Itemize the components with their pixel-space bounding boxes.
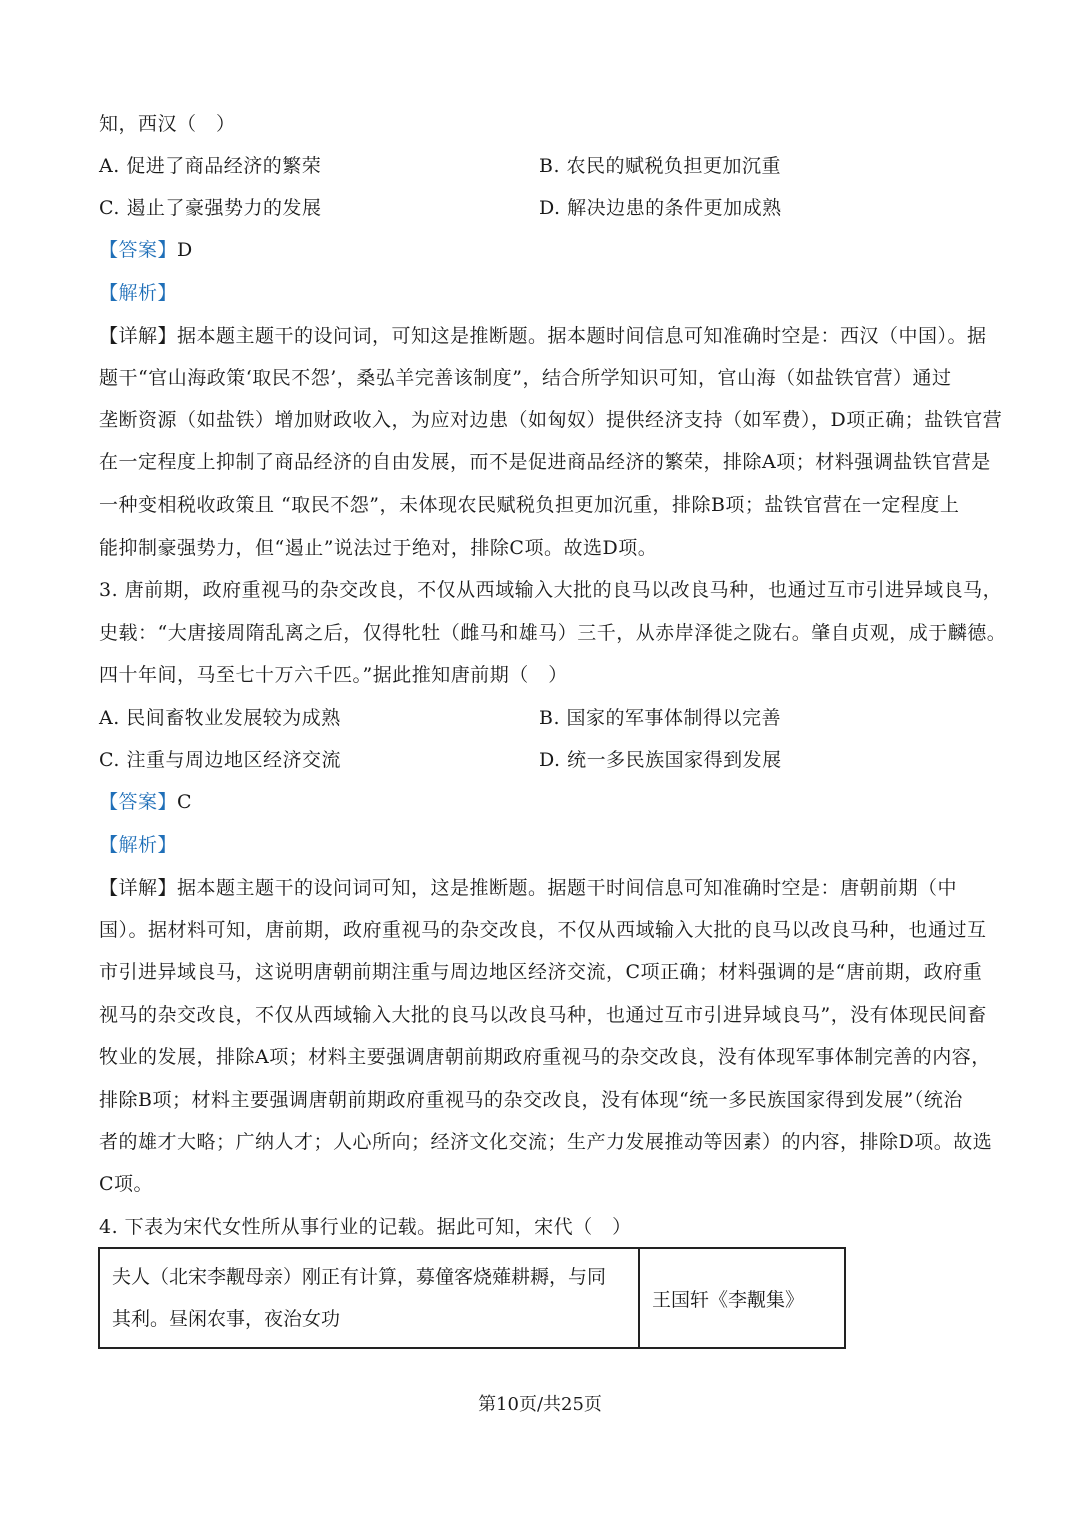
q3-detail-tag: 【详解】 <box>99 877 178 899</box>
q2-detail-line-5: 一种变相税收政策且 “取民不怨”，未体现农民赋税负担更加沉重，排除B项；盐铁官营在一定程度上 <box>99 494 960 516</box>
q2-option-d: D. 解决边患的条件更加成熟 <box>539 197 782 219</box>
q3-option-d: D. 统一多民族国家得到发展 <box>539 749 782 771</box>
q2-detail-line-6: 能抑制豪强势力，但“遏止”说法过于绝对，排除C项。故选D项。 <box>99 537 658 559</box>
q3-answer-tag: 【答案】 <box>99 791 178 813</box>
q3-stem-line-1: 3. 唐前期，政府重视马的杂交改良，不仅从西域输入大批的良马以改良马种，也通过互市引进异域良马， <box>99 579 1003 601</box>
q2-analysis-tag: 【解析】 <box>99 282 178 304</box>
q3-detail-text-1: 据本题主题干的设问词可知，这是推断题。据题干时间信息可知准确时空是：唐朝前期（中 <box>177 877 958 899</box>
q4-record-source-cell <box>639 1248 845 1348</box>
q3-answer-line <box>99 790 192 814</box>
q3-option-a: A. 民间畜牧业发展较为成熟 <box>99 707 341 729</box>
q2-detail-line-4: 在一定程度上抑制了商品经济的自由发展，而不是促进商品经济的繁荣，排除A项；材料强调盐铁官营是 <box>99 451 991 473</box>
q3-option-c: C. 注重与周边地区经济交流 <box>99 749 341 771</box>
q2-answer: D <box>177 239 193 261</box>
q2-detail-text-1: 据本题主题干的设问词，可知这是推断题。据本题时间信息可知准确时空是：西汉（中国）。据 <box>177 325 987 347</box>
q3-detail-line-4: 视马的杂交改良，不仅从西域输入大批的良马以改良马种，也通过互市引进异域良马”，没有体现民间畜 <box>99 1004 987 1026</box>
q3-detail-line-7: 者的雄才大略；广纳人才；人心所向；经济文化交流；生产力发展推动等因素）的内容，排除D项。故选 <box>99 1131 993 1153</box>
q2-option-b: B. 农民的赋税负担更加沉重 <box>539 155 782 177</box>
q4-record-table <box>98 1247 846 1349</box>
page-footer: 第10页/共25页 <box>478 1394 602 1415</box>
q4-record-text-line-2: 其利。昼闲农事，夜治女功 <box>112 1308 341 1330</box>
q4-record-text-line-1: 夫人（北宋李觏母亲）刚正有计算，募僮客烧薙耕耨，与同 <box>112 1266 607 1288</box>
q3-option-b: B. 国家的军事体制得以完善 <box>539 707 782 729</box>
q2-stem-end: 知，西汉（ ） <box>99 113 236 135</box>
q2-answer-tag: 【答案】 <box>99 239 178 261</box>
q3-detail-line-6: 排除B项；材料主要强调唐朝前期政府重视马的杂交改良，没有体现“统一多民族国家得到发展”（统治 <box>99 1089 963 1111</box>
q2-detail-tag: 【详解】 <box>99 325 178 347</box>
q3-detail-line-2: 国）。据材料可知，唐前期，政府重视马的杂交改良，不仅从西域输入大批的良马以改良马种，也通过互 <box>99 919 987 941</box>
q2-detail-line-1 <box>99 324 987 348</box>
q2-option-a: A. 促进了商品经济的繁荣 <box>99 155 322 177</box>
q4-stem: 4. 下表为宋代女性所从事行业的记载。据此可知，宋代（ ） <box>99 1216 632 1238</box>
table-row <box>99 1248 845 1348</box>
q3-stem-line-3: 四十年间，马至七十万六千匹。”据此推知唐前期（ ） <box>99 664 568 686</box>
q3-stem-line-2: 史载：“大唐接周隋乱离之后，仅得牝牡（雌马和雄马）三千，从赤岸泽徙之陇右。肇自贞观，成于麟德。 <box>99 622 1007 644</box>
q4-record-text-cell <box>99 1248 639 1348</box>
q3-detail-line-8: C项。 <box>99 1173 154 1195</box>
q3-answer: C <box>177 791 193 813</box>
q2-detail-line-2: 题干“官山海政策‘取民不怨’，桑弘羊完善该制度”，结合所学知识可知，官山海（如盐铁官营）通过 <box>99 367 952 389</box>
q3-detail-line-1 <box>99 876 957 900</box>
q2-answer-line <box>99 238 193 262</box>
q3-detail-line-5: 牧业的发展，排除A项；材料主要强调唐朝前期政府重视马的杂交改良，没有体现军事体制完善的内容， <box>99 1046 991 1068</box>
q2-detail-line-3: 垄断资源（如盐铁）增加财政收入，为应对边患（如匈奴）提供经济支持（如军费），D项正确；盐铁官营 <box>99 409 1003 431</box>
q3-detail-line-3: 市引进异域良马，这说明唐朝前期注重与周边地区经济交流，C项正确；材料强调的是“唐前期，政府重 <box>99 961 983 983</box>
q2-option-c: C. 遏止了豪强势力的发展 <box>99 197 322 219</box>
q4-record-source: 王国轩《李觏集》 <box>652 1288 805 1311</box>
q3-analysis-tag: 【解析】 <box>99 834 178 856</box>
